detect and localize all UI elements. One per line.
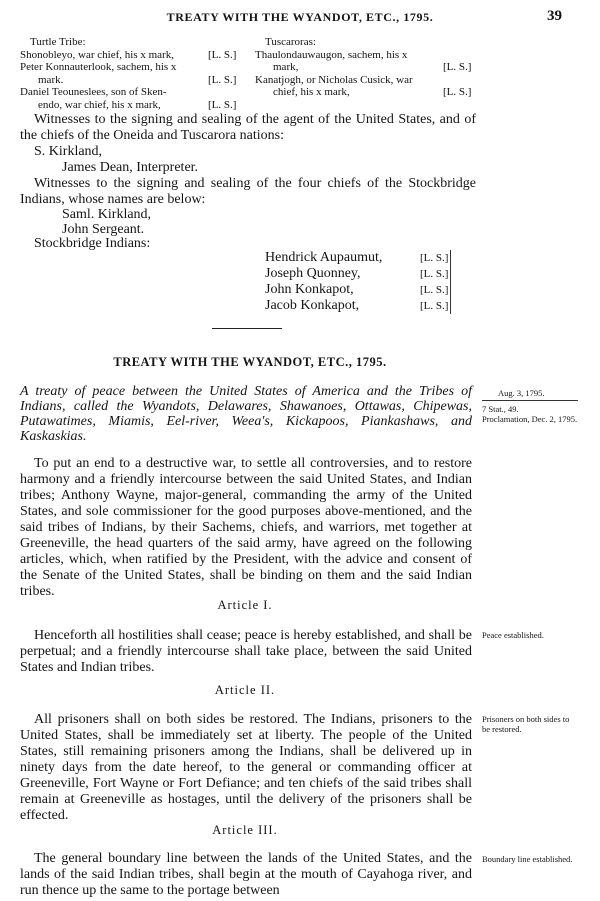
article-text: All prisoners shall on both sides be restored. The Indians, prisoners to the United States, shall be immediately set at liberty. The people of the United States, still remaining prisoners among the Indians, shall be delivered up in ninety days from the date hereof, to the general or commanding officer at Greeneville, Fort Wayne or Fort Defiance; and ten chiefs of the said tribes shall remain at Greeneville as hostages, until the delivery of the prisoners shall be effected. xyxy=(20,712,472,823)
signer-row: Joseph Quonney, [L. S.] xyxy=(265,266,465,282)
witness-name: John Sergeant. xyxy=(62,222,145,237)
witness-name: Saml. Kirkland, xyxy=(62,207,152,222)
signature-line: endo, war chief, his x mark, [L. S.] xyxy=(38,98,237,111)
signature-line: Shonobleyo, war chief, his x mark, [L. S.] xyxy=(20,48,237,61)
stockbridge-signers xyxy=(265,250,465,314)
witness-name: James Dean, Interpreter. xyxy=(62,160,199,175)
margin-note-boundary: Boundary line established. xyxy=(482,854,573,864)
signature-line: Peter Konnauterlook, sachem, his x xyxy=(20,61,177,73)
signature-line: Daniel Teouneslees, son of Sken- xyxy=(20,86,167,98)
signer-row: Hendrick Aupaumut, [L. S.] xyxy=(265,250,465,266)
article-text: Henceforth all hostilities shall cease; peace is hereby established, and shall be perpetual; and a friendly intercourse shall take place, between the said United States and Indian tribes. xyxy=(20,628,472,675)
signer-row: Jacob Konkapot, [L. S.] xyxy=(265,298,465,314)
running-header: TREATY WITH THE WYANDOT, ETC., 1795. xyxy=(166,10,434,24)
signatures-right xyxy=(255,36,477,99)
section-divider xyxy=(212,328,282,329)
signature-line: mark, [L. S.] xyxy=(273,61,472,73)
signature-line: Thaulondauwaugon, sachem, his x xyxy=(255,48,408,61)
signature-heading: Tuscaroras: xyxy=(265,36,316,48)
signature-heading: Turtle Tribe: xyxy=(30,36,86,48)
margin-note-peace: Peace established. xyxy=(482,630,544,640)
article-heading: Article III. xyxy=(212,823,278,837)
signature-line: chief, his x mark, [L. S.] xyxy=(273,86,472,98)
margin-note-date: Aug. 3, 1795. 7 Stat., 49. Proclamation, Dec. 2, 1795. xyxy=(482,388,578,424)
signatures-left xyxy=(20,36,242,111)
treaty-title: TREATY WITH THE WYANDOT, ETC., 1795. xyxy=(113,355,387,369)
treaty-preamble: A treaty of peace between the United States of America and the Tribes of Indians, called the Wyandots, Delawares, Shawanoes, Ottawas, Chipewas, Putawatimes, Miamis, Eel-river, Weea's, Kickapoos, Piankashaws, and Kaskaskias. xyxy=(20,384,472,444)
article-text: The general boundary line between the lands of the United States, and the lands of the said Indian tribes, shall begin at the mouth of Cayahoga river, and run thence up the same to the portage between xyxy=(20,851,472,898)
stockbridge-label: Stockbridge Indians: xyxy=(34,236,151,251)
margin-note-prisoners: Prisoners on both sides to be restored. xyxy=(482,714,570,734)
margin-rule xyxy=(482,400,578,401)
signer-row: John Konkapot, [L. S.] xyxy=(265,282,465,298)
witness-name: S. Kirkland, xyxy=(34,144,103,159)
article-heading: Article II. xyxy=(214,683,276,697)
signature-line: mark. [L. S.] xyxy=(38,73,237,86)
witness-statement-oneida: Witnesses to the signing and sealing of the agent of the United States, and of the chiefs of the Oneida and Tuscarora nations: xyxy=(20,112,476,143)
witness-statement-stockbridge: Witnesses to the signing and sealing of the four chiefs of the Stockbridge Indians, whose names are below: xyxy=(20,176,476,207)
article-heading: Article I. xyxy=(217,598,273,612)
treaty-intro-paragraph: To put an end to a destructive war, to settle all controversies, and to restore harmony and a friendly intercourse between the said United States, and Indian tribes; Anthony Wayne, major-general, commanding the army of the United States, and sole commissioner for the good purposes above-mentioned, and the said tribes of Indians, by their Sachems, chiefs, and warriors, met together at Greeneville, the head quarters of the said army, have agreed on the following articles, which, when ratified by the President, with the advice and consent of the Senate of the United States, shall be binding on them and the said Indian tribes. xyxy=(20,456,472,599)
signature-line: Kanatjogh, or Nicholas Cusick, war xyxy=(255,73,413,86)
page-number: 39 xyxy=(547,8,562,24)
